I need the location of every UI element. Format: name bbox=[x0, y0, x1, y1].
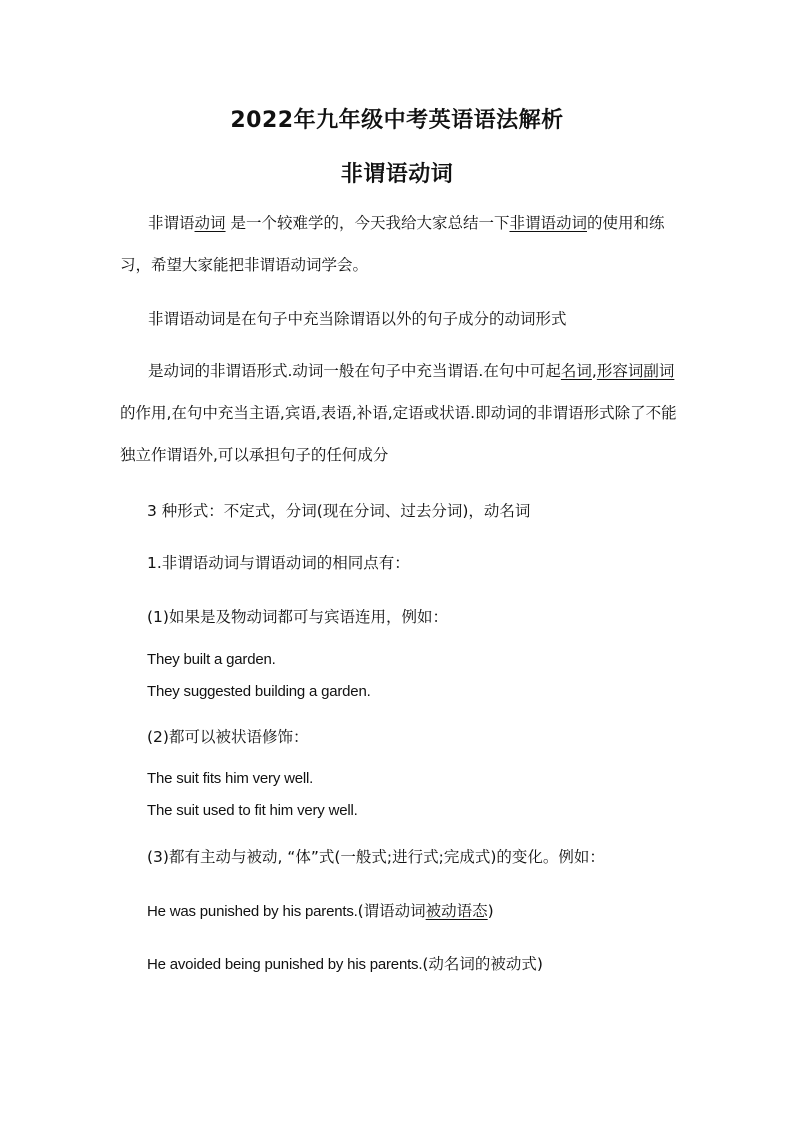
link-adjective[interactable]: 形容词 bbox=[596, 362, 644, 380]
example-3b-note: (动名词的被动式) bbox=[422, 955, 543, 973]
explanation-text-f: 的作用,在句中充当主语,宾语,表语,补语,定语或状语.即动词的非谓语形式除了不能独立作谓语外,可以承担句子的任何成分 bbox=[120, 404, 677, 464]
intro-text-a: 非谓语 bbox=[148, 214, 195, 232]
explanation-comma: , bbox=[591, 362, 597, 380]
intro-paragraph bbox=[120, 202, 680, 286]
example-2b: The suit used to fit him very well. bbox=[147, 802, 358, 819]
similarities-heading: 1.非谓语动词与谓语动词的相同点有： bbox=[147, 554, 410, 572]
intro-text-e: 的使用和练习，希望大家能把非谓语动词学会。 bbox=[120, 214, 665, 274]
example-3a bbox=[147, 899, 494, 921]
example-1b: They suggested building a garden. bbox=[147, 683, 371, 700]
link-passive-voice[interactable]: 被动语态 bbox=[425, 902, 488, 920]
forms-line: 3 种形式：不定式，分词(现在分词、过去分词)，动名词 bbox=[147, 502, 531, 520]
intro-text-c: 是一个较难学的，今天我给大家总结一下 bbox=[225, 214, 510, 232]
intro-link-nonfinite-verb[interactable]: 非谓语动词 bbox=[509, 214, 587, 232]
example-3b-english: He avoided being punished by his parents. bbox=[147, 956, 423, 973]
example-3a-note-start: (谓语动词 bbox=[357, 902, 426, 920]
example-3b bbox=[147, 952, 543, 974]
intro-link-verb[interactable]: 动词 bbox=[194, 214, 226, 232]
link-adverb[interactable]: 副词 bbox=[643, 362, 675, 380]
example-3a-note-end: ) bbox=[487, 902, 494, 920]
example-1a: They built a garden. bbox=[147, 651, 276, 668]
point-2: (2)都可以被状语修饰： bbox=[147, 728, 309, 746]
definition-paragraph: 非谓语动词是在句子中充当除谓语以外的句子成分的动词形式 bbox=[148, 310, 567, 328]
point-3: (3)都有主动与被动, “体”式(一般式;进行式;完成式)的变化。例如： bbox=[147, 848, 605, 866]
document-title: 2022年九年级中考英语语法解析 bbox=[230, 108, 564, 133]
example-3a-english: He was punished by his parents. bbox=[147, 903, 358, 920]
example-2a: The suit fits him very well. bbox=[147, 770, 314, 787]
explanation-text-a: 是动词的非谓语形式.动词一般在句子中充当谓语.在句中可起 bbox=[148, 362, 561, 380]
link-noun[interactable]: 名词 bbox=[560, 362, 592, 380]
explanation-paragraph bbox=[120, 350, 680, 476]
document-subtitle: 非谓语动词 bbox=[340, 162, 454, 187]
point-1: (1)如果是及物动词都可与宾语连用，例如： bbox=[147, 608, 448, 626]
